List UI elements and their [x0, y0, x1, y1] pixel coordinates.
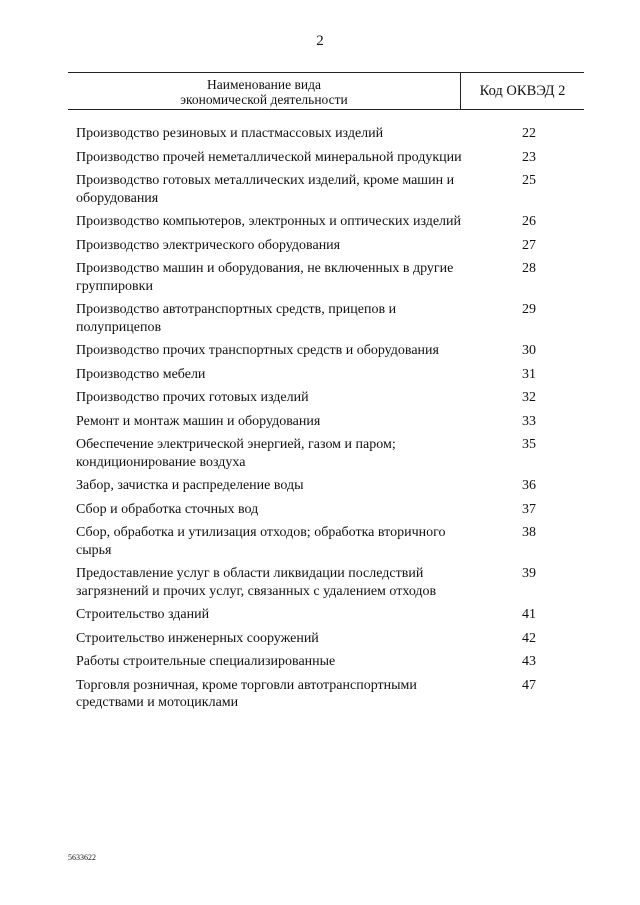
table-row	[76, 524, 536, 559]
table-row	[76, 413, 536, 431]
table-row	[76, 677, 536, 712]
okved-code: 26	[522, 214, 536, 229]
table-row	[76, 149, 536, 167]
page-number: 2	[316, 33, 324, 49]
okved-code: 23	[522, 149, 536, 165]
activity-name: Производство машин и оборудования, не включенных в другие группировки	[76, 261, 454, 294]
table-row	[76, 389, 536, 407]
activity-name: Сбор, обработка и утилизация отходов; обработка вторичного сырья	[76, 525, 446, 558]
table-row	[76, 260, 536, 295]
okved-code: 39	[522, 566, 536, 581]
okved-code: 28	[522, 261, 536, 276]
table-row	[76, 366, 536, 384]
okved-code: 38	[522, 525, 536, 540]
header-name-line1: Наименование вида	[207, 77, 321, 92]
activity-name: Производство прочей неметаллической минеральной продукции	[76, 149, 462, 165]
activity-name: Производство компьютеров, электронных и оптических изделий	[76, 214, 462, 229]
table-row	[76, 301, 536, 336]
header-okved-code: Код ОКВЭД 2	[479, 83, 566, 99]
okved-code: 31	[522, 366, 536, 382]
okved-code: 25	[522, 173, 536, 188]
okved-code: 22	[522, 126, 536, 141]
okved-code: 36	[522, 478, 536, 493]
table-row	[76, 237, 536, 255]
okved-code: 32	[522, 390, 536, 405]
activity-name: Сбор и обработка сточных вод	[76, 501, 259, 517]
activity-name: Производство автотранспортных средств, прицепов и полуприцепов	[76, 302, 397, 335]
okved-code: 47	[522, 677, 536, 693]
okved-code: 37	[522, 501, 536, 517]
okved-code: 42	[522, 630, 536, 646]
table-row	[76, 501, 536, 519]
activity-name: Предоставление услуг в области ликвидации последствий загрязнений и прочих услуг, связанных с удалением отходов	[76, 566, 437, 599]
activity-name: Ремонт и монтаж машин и оборудования	[76, 413, 321, 429]
activity-name: Работы строительные специализированные	[76, 654, 336, 669]
table-header	[68, 72, 584, 110]
activity-name: Производство электрического оборудования	[76, 237, 341, 253]
activity-name: Производство резиновых и пластмассовых изделий	[76, 126, 384, 141]
activity-name: Торговля розничная, кроме торговли автотранспортными средствами и мотоциклами	[76, 677, 417, 710]
okved-code: 35	[522, 437, 536, 452]
document-id: 5633622	[68, 853, 96, 862]
table-row	[76, 630, 536, 648]
activity-name: Производство мебели	[76, 366, 206, 382]
activity-name: Обеспечение электрической энергией, газом и паром; кондиционирование воздуха	[76, 437, 396, 470]
okved-code: 29	[522, 302, 536, 317]
table-row	[76, 213, 536, 231]
table-row	[76, 125, 536, 143]
table-row	[76, 172, 536, 207]
table-row	[76, 342, 536, 360]
activity-list	[76, 125, 536, 718]
table-row	[76, 606, 536, 624]
table-row	[76, 436, 536, 471]
activity-name: Производство прочих готовых изделий	[76, 390, 309, 405]
activity-name: Забор, зачистка и распределение воды	[76, 478, 304, 493]
table-row	[76, 565, 536, 600]
okved-code: 30	[522, 343, 536, 358]
okved-code: 41	[522, 607, 536, 622]
table-row	[76, 477, 536, 495]
activity-name: Производство прочих транспортных средств и оборудования	[76, 343, 439, 358]
okved-code: 33	[522, 413, 536, 429]
activity-name: Строительство инженерных сооружений	[76, 630, 319, 646]
header-activity-name	[68, 77, 460, 107]
table-row	[76, 653, 536, 671]
okved-code: 27	[522, 237, 536, 253]
header-name-line2: экономической деятельности	[180, 92, 348, 107]
activity-name: Строительство зданий	[76, 607, 210, 622]
activity-name: Производство готовых металлических изделий, кроме машин и оборудования	[76, 173, 455, 206]
okved-code: 43	[522, 654, 536, 669]
